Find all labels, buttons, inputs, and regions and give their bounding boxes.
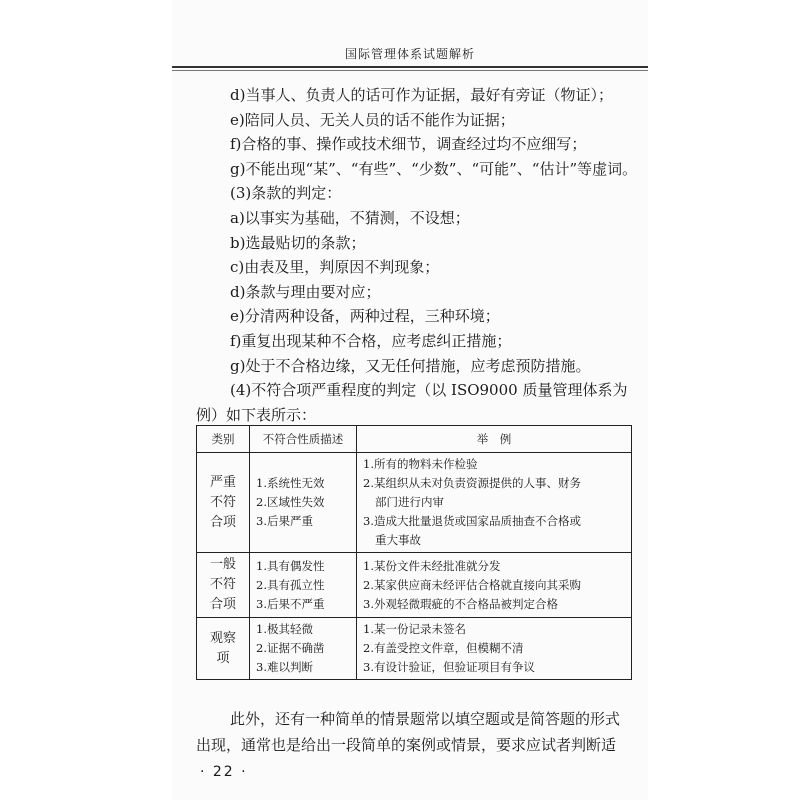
examples-cell [357, 553, 632, 618]
body-line: f)合格的事、操作或技术细节，调查经过均不应细写； [230, 135, 587, 154]
description-item: 2.区域性失效 [256, 495, 325, 509]
body-line: 出现，通常也是给出一段简单的案例或情景，要求应试者判断适 [196, 736, 617, 754]
category-cell [197, 553, 250, 618]
category-text: 不符 [209, 577, 236, 592]
table-header-row [197, 426, 632, 453]
description-cell [250, 553, 357, 618]
description-item: 1.极其轻微 [256, 622, 313, 636]
example-item: 3.造成大批量退货或国家品质抽查不合格或 [363, 514, 581, 528]
body-line: 此外，还有一种简单的情景题常以填空题或是简答题的形式 [230, 710, 621, 728]
body-line: (4)不符合项严重程度的判定（以 ISO9000 质量管理体系为 [230, 381, 628, 400]
description-item: 1.具有偶发性 [256, 558, 325, 573]
category-text: 一般 [209, 557, 236, 572]
example-item: 3.有设计验证，但验证项目有争议 [363, 660, 535, 674]
body-line: e)分清两种设备，两种过程，三种环境； [230, 307, 500, 326]
category-text: 合项 [209, 597, 236, 612]
body-line: (3)条款的判定： [230, 184, 342, 203]
description-item: 3.后果严重 [256, 514, 313, 528]
description-cell [250, 618, 357, 680]
category-text: 项 [216, 650, 230, 666]
example-item: 1.所有的物料未作检验 [363, 457, 478, 471]
example-item: 部门进行内审 [375, 495, 444, 509]
body-line: f)重复出现某种不合格，应考虑纠正措施； [230, 332, 512, 350]
example-item: 2.有盖受控文件章，但模糊不清 [363, 641, 524, 655]
description-cell [250, 453, 357, 553]
category-cell [197, 618, 250, 680]
column-header: 举 例 [357, 426, 632, 453]
header-rule [172, 66, 648, 68]
body-line: d)当事人、负责人的话可作为证据，最好有旁证（物证）； [230, 86, 613, 104]
severity-table [196, 425, 632, 680]
page-number: · 22 · [200, 764, 248, 780]
example-item: 2.某组织从未对负责资源提供的人事、财务 [363, 476, 581, 490]
description-item: 3.难以判断 [256, 660, 313, 674]
body-line: g)处于不合格边缘，又无任何措施，应考虑预防措施。 [230, 356, 591, 375]
description-item: 3.后果不严重 [256, 596, 325, 611]
body-line: 例）如下表所示： [196, 405, 317, 424]
category-text: 不符 [209, 494, 236, 510]
description-item: 2.具有孤立性 [256, 577, 325, 592]
header-rule-thin [172, 70, 648, 71]
example-item: 1.某一份记录未签名 [363, 622, 466, 636]
body-line: a)以事实为基础，不猜测，不设想； [230, 209, 470, 227]
examples-cell [357, 618, 632, 680]
running-header: 国际管理体系试题解析 [344, 47, 475, 61]
column-header: 类别 [197, 426, 250, 453]
example-item: 3.外观轻微瑕疵的不合格品被判定合格 [363, 596, 558, 611]
body-line: g)不能出现“某”、“有些”、“少数”、“可能”、“估计”等虚词。 [230, 159, 638, 178]
body-line: d)条款与理由要对应； [230, 282, 381, 301]
body-line: c)由表及里，判原因不判现象； [230, 258, 440, 277]
example-item: 重大事故 [375, 533, 421, 547]
category-text: 合项 [209, 514, 236, 530]
category-cell [197, 453, 250, 553]
table-row [197, 453, 632, 553]
example-item: 2.某家供应商未经评估合格就直接向其采购 [363, 577, 581, 592]
body-line: e)陪同人员、无关人员的话不能作为证据； [230, 110, 515, 129]
description-item: 1.系统性无效 [256, 476, 325, 490]
examples-cell [357, 453, 632, 553]
table-row [197, 618, 632, 680]
description-item: 2.证据不确凿 [256, 641, 325, 655]
column-header: 不符合性质描述 [250, 426, 357, 453]
category-text: 观察 [209, 630, 236, 646]
table-row [197, 553, 632, 618]
example-item: 1.某份文件未经批准就分发 [363, 558, 501, 573]
category-text: 严重 [209, 474, 236, 490]
body-line: b)选最贴切的条款； [230, 233, 366, 252]
